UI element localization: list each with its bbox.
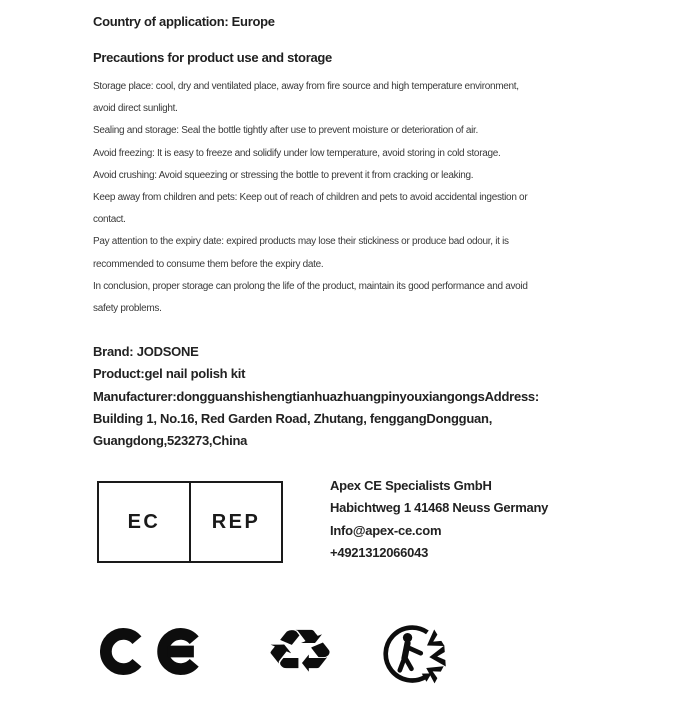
precaution-line: contact. xyxy=(93,214,126,226)
precaution-line: Sealing and storage: Seal the bottle tightly after use to prevent moisture or deterioration of air. xyxy=(93,125,478,137)
rep-email: Info@apex-ce.com xyxy=(330,522,442,538)
ec-cell xyxy=(99,483,189,561)
precautions-paragraphs xyxy=(93,76,528,320)
address-line: Building 1, No.16, Red Garden Road, Zhutang, fenggangDongguan, xyxy=(93,410,493,426)
precaution-line: Avoid crushing: Avoid squeezing or stressing the bottle to prevent it from cracking or leaking. xyxy=(93,169,474,181)
brand-line: Brand: JODSONE xyxy=(93,344,199,359)
precautions-heading: Precautions for product use and storage xyxy=(93,50,332,65)
eu-representative-contact-block xyxy=(330,475,548,565)
precaution-line: Keep away from children and pets: Keep out of reach of children and pets to avoid accidental ingestion or xyxy=(93,191,528,203)
rep-label: REP xyxy=(211,510,261,533)
country-of-application-heading: Country of application: Europe xyxy=(93,14,275,29)
rep-address: Habichtweg 1 41468 Neuss Germany xyxy=(330,500,549,516)
product-line: Product:gel nail polish kit xyxy=(93,366,246,382)
manufacturer-line: Manufacturer:dongguanshishengtianhuazhuangpinyouxiangongsAddress: xyxy=(93,388,539,404)
ec-label: EC xyxy=(127,510,161,533)
precaution-line: safety problems. xyxy=(93,302,162,314)
precaution-line: Pay attention to the expiry date: expired products may lose their stickiness or produce bad odour, it is xyxy=(93,236,509,248)
precaution-line: avoid direct sunlight. xyxy=(93,103,178,115)
ec-rep-box xyxy=(97,481,283,563)
precaution-line: Storage place: cool, dry and ventilated place, away from fire source and high temperature environment, xyxy=(93,81,519,92)
rep-cell xyxy=(189,483,281,561)
product-info-block xyxy=(93,341,539,452)
recycling-icon xyxy=(233,617,367,684)
precaution-line: In conclusion, proper storage can prolong the life of the product, maintain its good performance and avoid xyxy=(93,280,528,292)
rep-phone: +4921312066043 xyxy=(330,545,429,561)
recycling-glyph: ♻ xyxy=(263,616,337,686)
precaution-line: recommended to consume them before the expiry date. xyxy=(93,258,324,270)
precaution-line: Avoid freezing: It is easy to freeze and solidify under low temperature, avoid storing in cold storage. xyxy=(93,147,501,159)
address-line: Guangdong,523273,China xyxy=(93,433,248,449)
ce-mark-icon xyxy=(100,628,215,680)
triman-icon xyxy=(381,619,459,694)
rep-company-name: Apex CE Specialists GmbH xyxy=(330,478,492,493)
